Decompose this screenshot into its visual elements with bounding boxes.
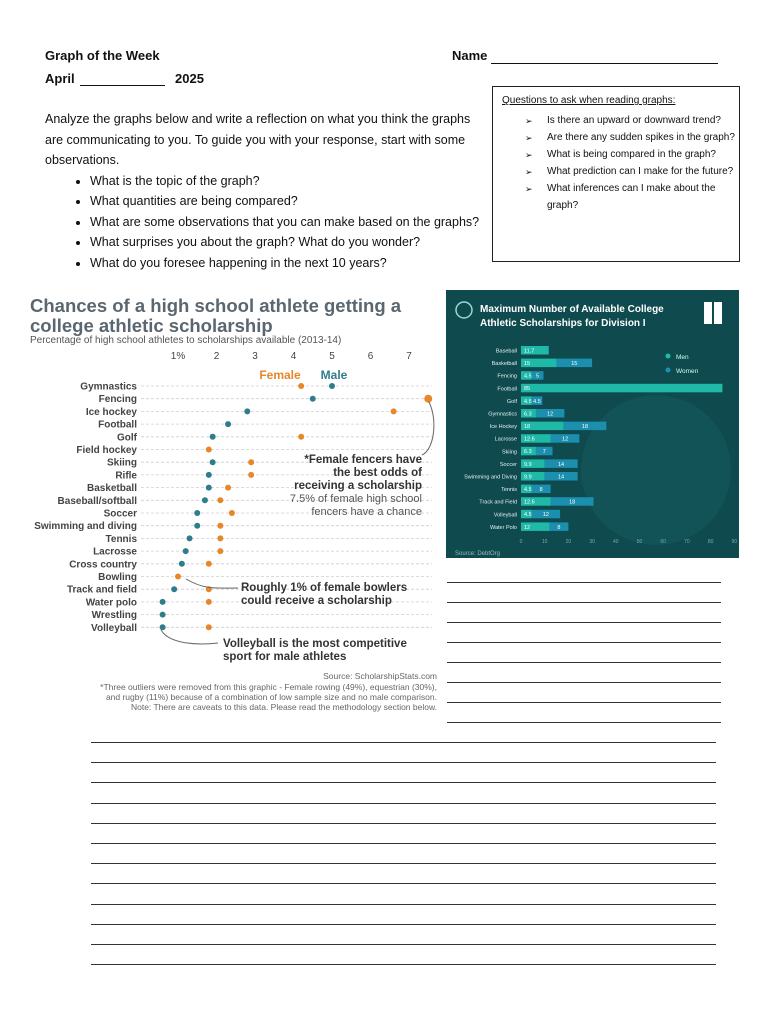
response-line[interactable]: [447, 682, 721, 683]
legend-women: Women: [676, 368, 699, 375]
worksheet-title: Graph of the Week: [45, 48, 160, 63]
category-label: Football: [497, 386, 517, 393]
legend-men-swatch: [666, 354, 671, 359]
guiding-question: • What do you foresee happening in the next 10 years?: [90, 253, 490, 274]
male-dot: [179, 561, 185, 567]
category-label: Golf: [506, 398, 517, 405]
category-label: Skiing: [106, 457, 137, 469]
women-bar-label: 12: [562, 436, 569, 443]
male-dot: [171, 586, 177, 592]
chart1-title-line1: Chances of a high school athlete getting a: [30, 295, 402, 316]
female-dot: [391, 408, 397, 414]
legend-women-swatch: [666, 368, 671, 373]
questions-list: [493, 113, 737, 215]
women-bar-label: 12: [547, 411, 554, 418]
female-dot: [206, 561, 212, 567]
female-dot: [248, 459, 254, 465]
chart1-footnote-line2: and rugby (11%) because of a combination of low sample size and no male comparison.: [105, 692, 437, 702]
response-line[interactable]: [91, 944, 716, 945]
male-dot: [160, 612, 166, 618]
male-dot: [183, 548, 189, 554]
day-blank-line[interactable]: [80, 85, 165, 86]
annotation-bowling-line1: Roughly 1% of female bowlers: [241, 582, 408, 594]
annotation-connector-bowling: [186, 579, 238, 588]
annotation-fencing-line2: the best odds of: [333, 467, 422, 479]
category-label: Swimming and Diving: [464, 474, 517, 481]
chart1-title-line2: college athletic scholarship: [30, 315, 273, 336]
response-line[interactable]: [447, 662, 721, 663]
x-tick-label: 7: [406, 351, 412, 362]
category-label: Tennis: [501, 487, 517, 494]
men-bar-label: 9.9: [524, 474, 532, 481]
response-line[interactable]: [91, 803, 716, 804]
category-label: Gymnastics: [80, 381, 137, 393]
category-label: Track and field: [66, 584, 137, 596]
category-label: Baseball/softball: [57, 495, 137, 507]
men-bar-label: 6.3: [524, 449, 532, 456]
female-dot: [217, 523, 223, 529]
annotation-bowling-line2: could receive a scholarship: [241, 595, 392, 607]
x-tick-label: 90: [731, 539, 738, 545]
category-label: Soccer: [499, 461, 517, 468]
x-tick-label: 60: [660, 539, 666, 545]
x-tick-label: 3: [252, 351, 258, 362]
chart1-note: Note: There are caveats to this data. Please read the methodology section below.: [130, 702, 437, 712]
female-dot: [175, 574, 181, 580]
response-line[interactable]: [447, 582, 721, 583]
male-dot: [160, 599, 166, 605]
book-icon: [704, 302, 722, 324]
chart1-footnote-line1: *Three outliers were removed from this graphic - Female rowing (49%), equestrian (30%),: [100, 682, 437, 692]
chart1-source: Source: ScholarshipStats.com: [323, 671, 437, 681]
category-label: Rifle: [115, 470, 137, 482]
men-bar-label: 4.5: [524, 398, 532, 405]
category-label: Basketball: [86, 483, 137, 495]
annotation-volleyball-line2: sport for male athletes: [223, 651, 347, 663]
response-line[interactable]: [91, 863, 716, 864]
chart2-source: Source: DebtOrg: [455, 551, 501, 557]
men-bar-label: 9.9: [524, 461, 532, 468]
x-tick-label: 70: [684, 539, 690, 545]
women-bar-label: 14: [557, 461, 565, 468]
response-line[interactable]: [447, 722, 721, 723]
men-bar-label: 4.5: [524, 487, 532, 493]
guiding-question: • What is the topic of the graph?: [90, 171, 490, 192]
women-bar-label: 4.5: [533, 398, 541, 405]
female-dot: [206, 447, 212, 453]
x-tick-label: 80: [707, 539, 714, 545]
women-bar-label: 14: [557, 474, 565, 481]
male-dot: [206, 472, 212, 478]
annotation-fencing-body1: 7.5% of female high school: [289, 493, 422, 505]
baseball-decoration: [581, 395, 731, 545]
category-label: Fencing: [98, 394, 137, 406]
category-label: Ice Hockey: [489, 424, 517, 431]
chart1-subtitle: Percentage of high school athletes to scholarships available (2013-14): [30, 335, 342, 346]
category-label: Cross country: [69, 559, 137, 571]
response-line[interactable]: [447, 642, 721, 643]
response-line[interactable]: [91, 883, 716, 884]
men-bar-label: 12.6: [524, 499, 535, 506]
men-bar-label: 12.6: [524, 436, 535, 443]
x-tick-label: 2: [213, 351, 220, 362]
x-tick-label: 1%: [170, 351, 186, 362]
category-label: Track and Field: [479, 499, 517, 506]
question-item: ➢ What is being compared in the graph?: [547, 147, 737, 164]
men-bar: [521, 384, 722, 393]
scholarship-odds-dot-chart: [30, 290, 442, 715]
women-bar-label: 12: [542, 512, 549, 519]
women-bar-label: 18: [569, 499, 576, 506]
month-label: April: [45, 71, 75, 86]
legend-men: Men: [676, 354, 689, 361]
annotation-fencing-body2: fencers have a chance: [311, 506, 422, 518]
response-line[interactable]: [91, 782, 716, 783]
guiding-question: • What quantities are being compared?: [90, 191, 490, 212]
category-label: Lacrosse: [494, 436, 517, 443]
male-dot: [210, 459, 216, 465]
x-tick-label: 5: [329, 351, 335, 362]
male-dot: [187, 535, 193, 541]
female-dot: [229, 510, 235, 516]
x-tick-label: 4: [290, 351, 297, 362]
annotation-connector-volleyball: [161, 630, 218, 644]
name-label: Name: [452, 48, 488, 63]
category-label: Water Polo: [489, 524, 517, 531]
category-label: Bowling: [98, 572, 137, 583]
category-label: Volleyball: [91, 622, 137, 634]
chart2-title-line1: Maximum Number of Available College: [480, 304, 664, 315]
legend-female: Female: [259, 368, 301, 382]
x-tick-label: 30: [589, 539, 595, 545]
x-tick-label: 6: [367, 351, 374, 362]
category-label: Volleyball: [493, 512, 517, 519]
female-dot: [217, 497, 223, 503]
women-bar-label: 5: [536, 373, 540, 380]
instructions-paragraph: Analyze the graphs below and write a reflection on what you think the graphs are communicating to you. To guide you with your response, start with some observations.: [45, 112, 471, 167]
male-dot: [194, 523, 200, 529]
x-tick-label: 40: [613, 539, 619, 545]
men-bar-label: 6.3: [524, 411, 532, 418]
category-label: Skiing: [502, 449, 517, 456]
response-line[interactable]: [91, 904, 716, 905]
category-label: Tennis: [105, 533, 137, 545]
category-label: Fencing: [497, 373, 517, 380]
women-bar-label: 8: [539, 487, 543, 493]
response-line[interactable]: [447, 702, 721, 703]
category-label: Lacrosse: [93, 546, 137, 558]
category-label: Gymnastics: [488, 411, 517, 418]
men-bar-label: 11.7: [524, 348, 535, 355]
men-bar-label: 85: [524, 386, 531, 393]
male-dot: [160, 624, 166, 630]
year-label: 2025: [175, 71, 204, 86]
male-dot: [202, 497, 208, 503]
male-dot: [244, 408, 250, 414]
x-tick-label: 50: [636, 539, 643, 545]
questions-box: [492, 86, 740, 262]
questions-box-title: Questions to ask when reading graphs:: [502, 95, 676, 106]
men-bar-label: 4.5: [524, 512, 532, 519]
guiding-question: • What surprises you about the graph? What do you wonder?: [90, 232, 490, 253]
category-label: Ice hockey: [85, 406, 137, 418]
category-label: Golf: [117, 432, 137, 444]
x-tick-label: 20: [565, 539, 572, 545]
male-dot: [210, 434, 216, 440]
women-bar-label: 8: [557, 524, 561, 531]
female-dot: [298, 434, 304, 440]
female-dot: [248, 472, 254, 478]
male-dot: [310, 396, 316, 402]
category-label: Football: [98, 419, 137, 431]
question-item: ➢ Are there any sudden spikes in the graph?: [547, 130, 737, 147]
response-line[interactable]: [447, 622, 721, 623]
men-bar-label: 12: [524, 524, 531, 531]
question-item: ➢ Is there an upward or downward trend?: [547, 113, 737, 130]
female-dot: [206, 599, 212, 605]
response-line[interactable]: [91, 964, 716, 965]
female-dot: [225, 485, 231, 491]
category-label: Field hockey: [76, 445, 137, 456]
chart2-title-line2: Athletic Scholarships for Division I: [480, 318, 646, 329]
annotation-fencing-line3: receiving a scholarship: [294, 480, 422, 492]
female-dot: [217, 548, 223, 554]
female-dot: [206, 624, 212, 630]
male-dot: [206, 485, 212, 491]
men-bar-label: 18: [524, 424, 531, 430]
category-label: Baseball: [495, 348, 517, 355]
category-label: Swimming and diving: [34, 521, 137, 533]
male-dot: [225, 421, 231, 427]
women-bar-label: 7: [542, 449, 546, 456]
category-label: Water polo: [85, 597, 137, 609]
category-label: Wrestling: [91, 610, 137, 622]
response-line[interactable]: [91, 843, 716, 844]
female-dot: [424, 395, 432, 403]
response-line[interactable]: [447, 602, 721, 603]
response-line[interactable]: [91, 742, 716, 743]
x-tick-label: 10: [541, 539, 548, 545]
men-bar-label: 4.5: [524, 373, 532, 380]
female-dot: [217, 535, 223, 541]
women-bar-label: 18: [581, 424, 589, 430]
men-bar-label: 15: [524, 361, 531, 367]
male-dot: [329, 383, 335, 389]
response-line[interactable]: [91, 823, 716, 824]
annotation-fencing-line1: *Female fencers have: [304, 454, 422, 466]
annotation-volleyball-line1: Volleyball is the most competitive: [223, 638, 407, 650]
female-dot: [298, 383, 304, 389]
x-tick-label: 0: [519, 539, 523, 545]
name-blank-line[interactable]: [491, 63, 718, 64]
question-item: ➢ What inferences can I make about the graph?: [547, 181, 737, 214]
legend-male: Male: [320, 368, 348, 382]
category-label: Soccer: [103, 508, 137, 520]
category-label: Basketball: [491, 361, 517, 368]
instructions: [45, 109, 490, 273]
male-dot: [194, 510, 200, 516]
response-line[interactable]: [91, 924, 716, 925]
response-line[interactable]: [91, 762, 716, 763]
question-item: ➢ What prediction can I make for the future?: [547, 164, 737, 181]
division1-scholarships-bar-chart: [446, 290, 739, 558]
guiding-question: • What are some observations that you can make based on the graphs?: [90, 212, 490, 233]
annotation-connector-fencing: [422, 402, 434, 455]
women-bar-label: 15: [571, 361, 578, 367]
guiding-questions: [45, 171, 490, 274]
